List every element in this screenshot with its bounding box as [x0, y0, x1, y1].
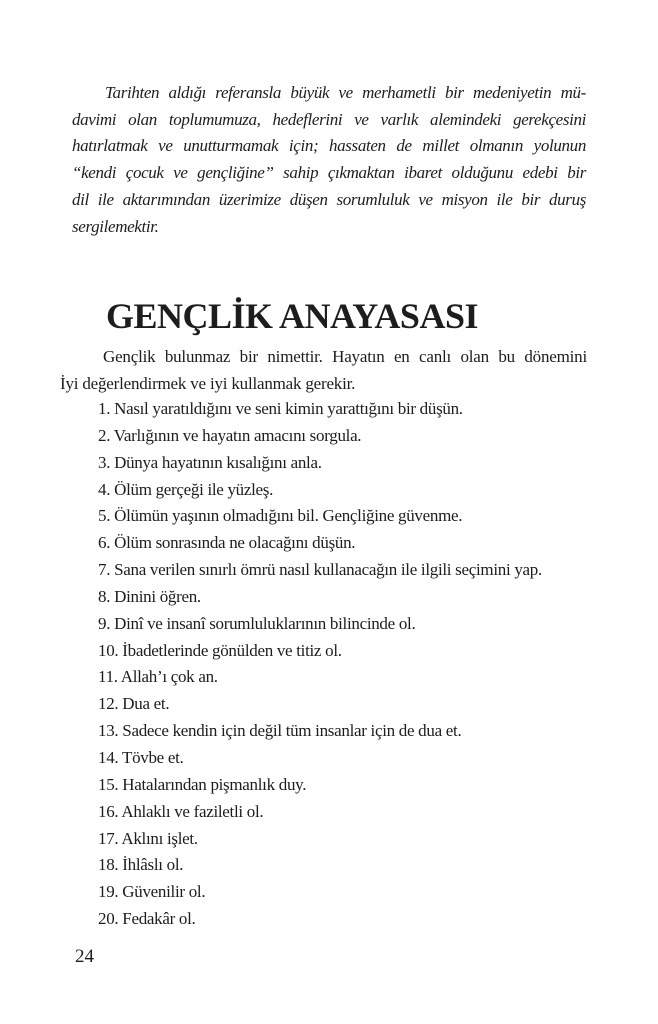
paragraph-line: sergilemektir. — [72, 216, 159, 236]
list-item: 3. Dünya hayatının kısalığını anla. — [98, 452, 322, 472]
list-item: 4. Ölüm gerçeği ile yüzleş. — [98, 479, 274, 499]
lead-paragraph — [60, 344, 587, 397]
list-item: 18. İhlâslı ol. — [98, 855, 184, 875]
paragraph-line: İyi değerlendirmek ve iyi kullanmak gerekir. — [60, 373, 356, 393]
list-item: 6. Ölüm sonrasında ne olacağını düşün. — [98, 533, 356, 553]
paragraph-line: Tarihten aldığı referansla büyük ve merhametli bir medeniyetin mü- — [105, 83, 586, 102]
paragraph-line: davimi olan toplumumuza, hedeflerini ve varlık alemindeki gerekçesini — [72, 109, 586, 129]
list-item: 15. Hatalarından pişmanlık duy. — [98, 774, 307, 794]
chapter-heading: GENÇLİK ANAYASASI — [106, 296, 478, 336]
list-item: 1. Nasıl yaratıldığını ve seni kimin yarattığını bir düşün. — [98, 399, 463, 418]
paragraph-line: hatırlatmak ve unutturmamak için; hassaten de millet olmanın yolunun — [72, 136, 586, 156]
list-item: 20. Fedakâr ol. — [98, 909, 196, 929]
list-item: 2. Varlığının ve hayatın amacını sorgula. — [98, 425, 362, 445]
list-item: 14. Tövbe et. — [98, 747, 184, 767]
list-item: 5. Ölümün yaşının olmadığını bil. Gençliğine güvenme. — [98, 506, 463, 526]
paragraph-line: dil ile aktarımından üzerimize düşen sorumluluk ve misyon ile bir duruş — [72, 189, 586, 209]
list-item: 13. Sadece kendin için değil tüm insanlar için de dua et. — [98, 721, 462, 741]
list-item: 17. Aklını işlet. — [98, 828, 198, 848]
intro-quote-paragraph — [72, 80, 586, 240]
list-item: 11. Allah’ı çok an. — [98, 667, 218, 687]
paragraph-line: Gençlik bulunmaz bir nimettir. Hayatın en canlı olan bu dönemini — [103, 347, 587, 366]
paragraph-line: “kendi çocuk ve gençliğine” sahip çıkmaktan ibaret olduğunu edebi bir — [72, 163, 586, 183]
numbered-rule-list — [98, 396, 638, 933]
list-item: 10. İbadetlerinde gönülden ve titiz ol. — [98, 640, 342, 660]
page-number: 24 — [75, 946, 94, 967]
list-item: 16. Ahlaklı ve faziletli ol. — [98, 801, 264, 821]
list-item: 7. Sana verilen sınırlı ömrü nasıl kullanacağın ile ilgili seçimini yap. — [98, 560, 542, 580]
list-item: 8. Dinini öğren. — [98, 586, 201, 606]
list-item: 19. Güvenilir ol. — [98, 882, 206, 902]
list-item: 9. Dinî ve insanî sorumluluklarının bilincinde ol. — [98, 613, 416, 633]
list-item: 12. Dua et. — [98, 694, 170, 714]
